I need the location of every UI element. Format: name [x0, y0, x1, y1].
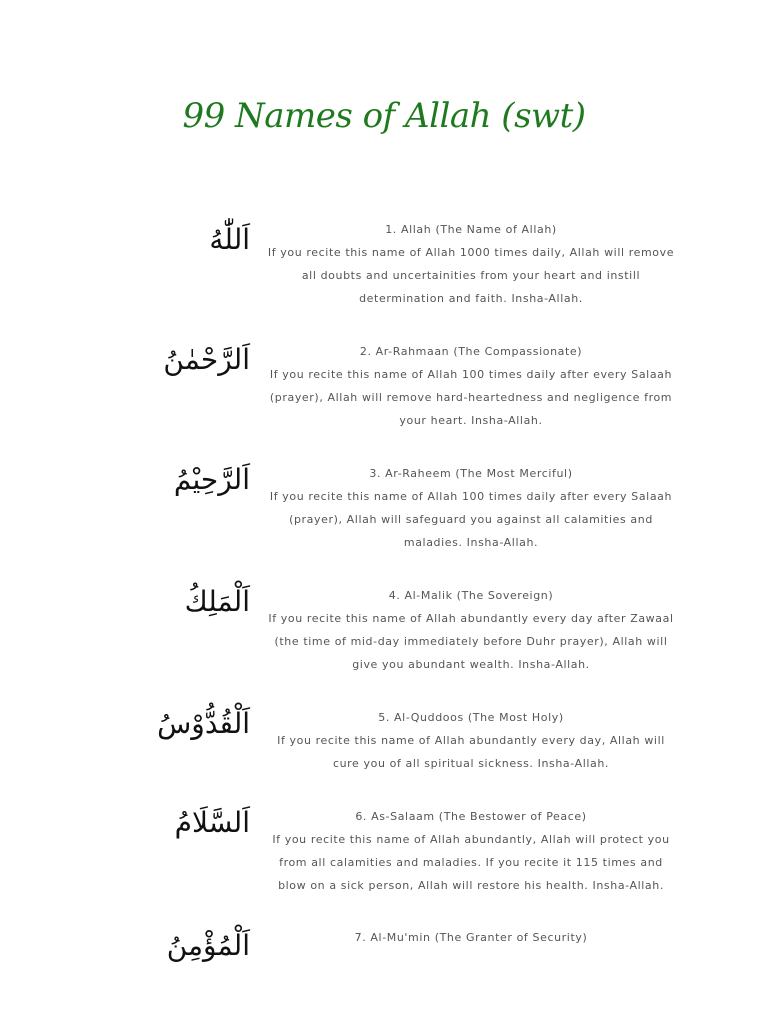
name-description: If you recite this name of Allah 1000 times daily, Allah will remove all doubts and uncertainities from your heart and instill determination and faith. Insha-Allah. — [267, 246, 675, 305]
arabic-name: اَلرَّحْمٰنُ — [163, 343, 250, 376]
name-description: If you recite this name of Allah 100 times daily after every Salaah (prayer), Allah will safeguard you against all calamities and maladies. Insha-Allah. — [269, 490, 673, 549]
entry-text — [264, 340, 678, 432]
name-heading: 5. Al-Quddoos (The Most Holy) — [378, 711, 564, 724]
arabic-name: اَلْمَلِكُ — [184, 585, 250, 618]
name-heading: 6. As-Salaam (The Bestower of Peace) — [355, 810, 587, 823]
entry-text — [264, 706, 678, 775]
name-heading: 2. Ar-Rahmaan (The Compassionate) — [359, 345, 583, 358]
name-heading: 3. Ar-Raheem (The Most Merciful) — [369, 467, 573, 480]
entry-text — [264, 218, 678, 310]
name-heading: 1. Allah (The Name of Allah) — [385, 223, 557, 236]
entry-text — [264, 926, 678, 949]
arabic-name: اَلسَّلَامُ — [174, 806, 250, 839]
page-title: 99 Names of Allah (swt) — [182, 96, 586, 136]
name-description: If you recite this name of Allah abundantly every day, Allah will cure you of all spiritual sickness. Insha-Allah. — [277, 734, 665, 770]
name-heading: 4. Al-Malik (The Sovereign) — [388, 589, 554, 602]
entry-text — [264, 805, 678, 897]
name-description: If you recite this name of Allah 100 times daily after every Salaah (prayer), Allah will remove hard-heartedness and negligence from your heart. Insha-Allah. — [269, 368, 673, 427]
name-description: If you recite this name of Allah abundantly every day after Zawaal (the time of mid-day immediately before Duhr prayer), Allah will give you abundant wealth. Insha-Allah. — [268, 612, 674, 671]
arabic-name: اَللّٰهُ — [209, 223, 250, 256]
entry-text — [264, 584, 678, 676]
arabic-name: اَلرَّحِيْمُ — [173, 463, 250, 496]
arabic-name: اَلْقُدُّوْسُ — [157, 707, 250, 740]
entry-text — [264, 462, 678, 554]
name-description: If you recite this name of Allah abundantly, Allah will protect you from all calamities and maladies. If you recite it 115 times and blow on a sick person, Allah will restore his health. Insha-Allah. — [272, 833, 670, 892]
name-heading: 7. Al-Mu'min (The Granter of Security) — [354, 931, 588, 944]
arabic-name: اَلْمُؤْمِنُ — [166, 929, 250, 962]
